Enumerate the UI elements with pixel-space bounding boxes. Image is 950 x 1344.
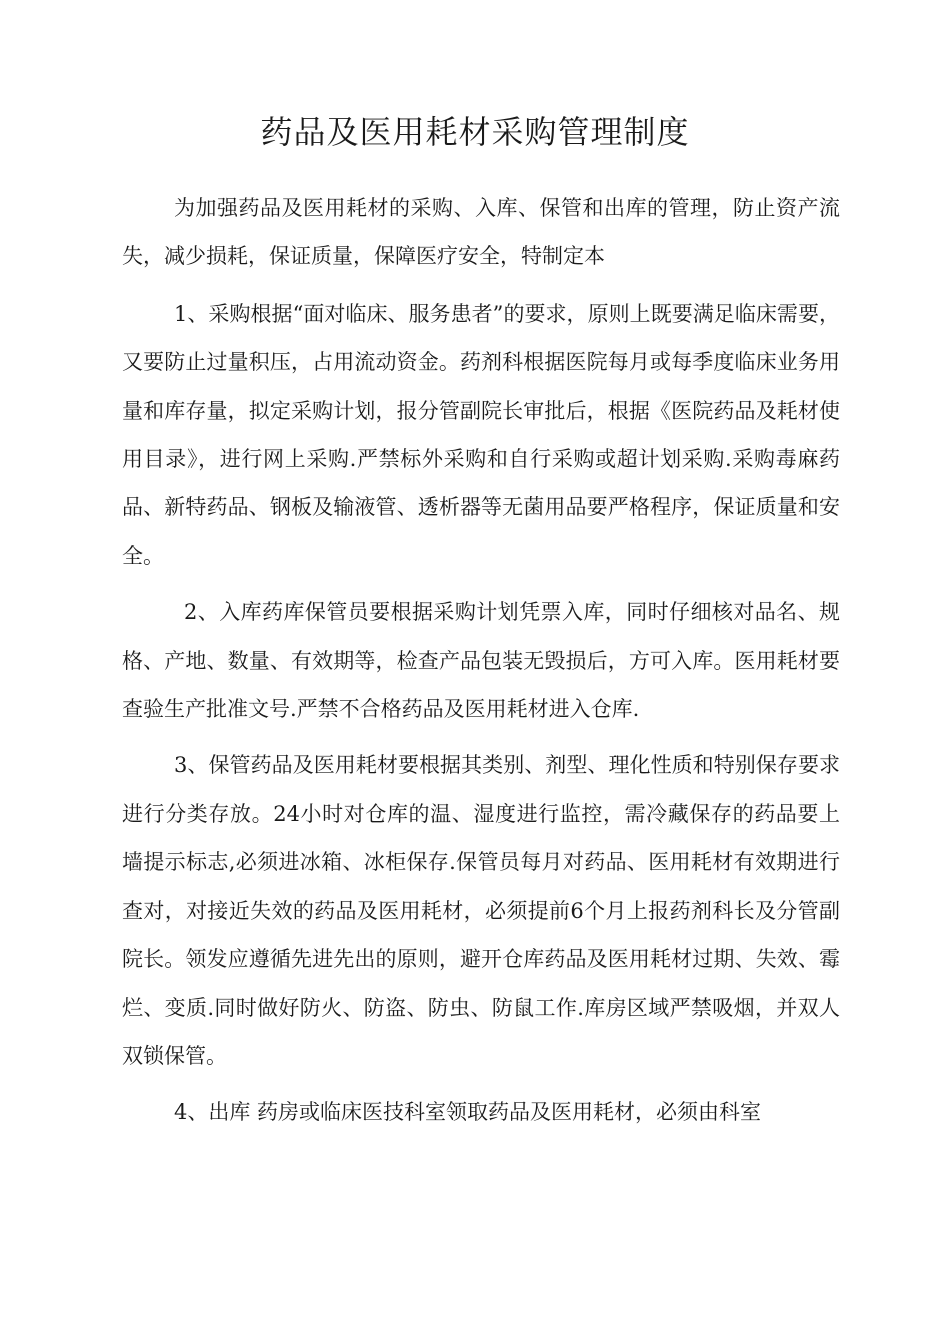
paragraph-procurement: 1、采购根据“面对临床、服务患者”的要求，原则上既要满足临床需要，又要防止过量积压，占用流动资金。药剂科根据医院每月或每季度临床业务用量和库存量，拟定采购计划，报分管副院长审批后，根据《医院药品及耗材使用目录》，进行网上采购.严禁标外采购和自行采购或超计划采购.采购毒麻药品、新特药品、钢板及输液管、透析器等无菌用品要严格程序，保证质量和安全。 [122, 301, 840, 568]
document-title: 药品及医用耗材采购管理制度 [260, 113, 690, 151]
paragraph-warehousing: 2、入库药库保管员要根据采购计划凭票入库，同时仔细核对品名、规格、产地、数量、有效期等，检查产品包装无毁损后，方可入库。医用耗材要查验生产批准文号.严禁不合格药品及医用耗材进入仓库. [122, 600, 840, 722]
paragraph-intro: 为加强药品及医用耗材的采购、入库、保管和出库的管理，防止资产流失，减少损耗，保证质量，保障医疗安全，特制定本 [122, 196, 840, 269]
paragraph-storage: 3、保管药品及医用耗材要根据其类别、剂型、理化性质和特别保存要求进行分类存放。24小时对仓库的温、湿度进行监控，需冷藏保存的药品要上墙提示标志,必须进冰箱、冰柜保存.保管员每月对药品、医用耗材有效期进行查对，对接近失效的药品及医用耗材，必须提前6个月上报药剂科长及分管副院长。领发应遵循先进先出的原则，避开仓库药品及医用耗材过期、失效、霉烂、变质.同时做好防火、防盗、防虫、防鼠工作.库房区域严禁吸烟，并双人双锁保管。 [122, 753, 840, 1068]
paragraph-outbound: 4、出库 药房或临床医技科室领取药品及医用耗材，必须由科室 [174, 1100, 762, 1125]
document-body [122, 184, 840, 1137]
